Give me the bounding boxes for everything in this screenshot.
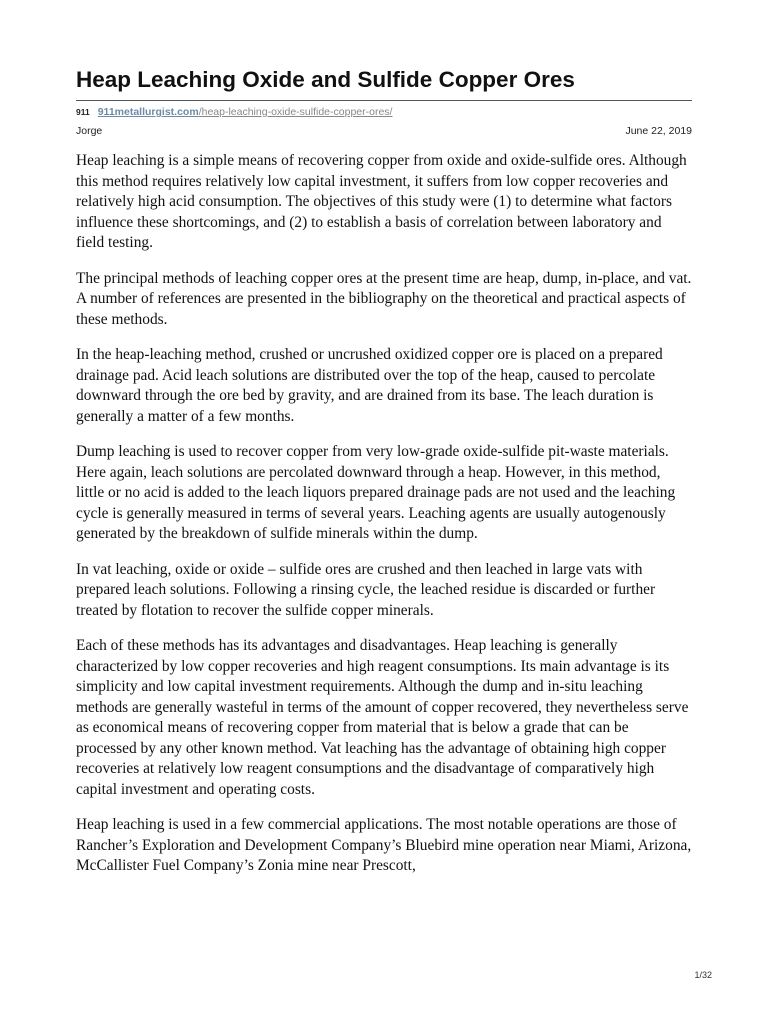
page-number: 1/32	[694, 970, 712, 980]
byline	[76, 125, 692, 137]
source-line	[76, 106, 692, 118]
source-link-path[interactable]: /heap-leaching-oxide-sulfide-copper-ores/	[198, 106, 393, 118]
source-link[interactable]	[98, 106, 393, 118]
paragraph: Heap leaching is used in a few commercial applications. The most notable operations are those of Rancher’s Exploration and Development Company’s Bluebird mine operation near Miami, Arizona, McCallister Fuel Company’s Zonia mine near Prescott,	[76, 816, 692, 874]
paragraph: Each of these methods has its advantages and disadvantages. Heap leaching is generally characterized by low copper recoveries and high reagent consumptions. Its main advantage is its simplicity and low capital investment requirements. Although the dump and in-situ leaching methods are generally wasteful in terms of the amount of copper recovered, they nevertheless serve as economical means of recovering copper from material that is below a grade that can be processed by any other known method. Vat leaching has the advantage of obtaining high copper recoveries at relatively low reagent consumptions and the disadvantage of comparatively high capital investment and operating costs.	[76, 637, 689, 798]
page-title: Heap Leaching Oxide and Sulfide Copper Ores	[76, 67, 575, 92]
source-link-domain[interactable]: 911metallurgist.com	[97, 106, 199, 118]
article-body	[76, 151, 692, 877]
paragraph: In vat leaching, oxide or oxide – sulfide ores are crushed and then leached in large vats with prepared leach solutions. Following a rinsing cycle, the leached residue is discarded or further treated by flotation to recover the sulfide copper minerals.	[76, 560, 656, 619]
site-logo-icon: 911	[76, 107, 90, 117]
author: Jorge	[76, 125, 103, 137]
title-divider	[76, 100, 692, 101]
paragraph: The principal methods of leaching copper ores at the present time are heap, dump, in-place, and vat. A number of references are presented in the bibliography on the theoretical and practical aspects of these methods.	[76, 269, 692, 328]
paragraph: Heap leaching is a simple means of recovering copper from oxide and oxide-sulfide ores. Although this method requires relatively low capital investment, it suffers from low copper recoveries and relatively high acid consumption. The objectives of this study were (1) to determine what factors influence these shortcomings, and (2) to establish a basis of correlation between laboratory and field testing.	[76, 152, 687, 251]
paragraph: In the heap-leaching method, crushed or uncrushed oxidized copper ore is placed on a prepared drainage pad. Acid leach solutions are distributed over the top of the heap, caused to percolate downward through the ore bed by gravity, and are drained from its base. The leach duration is generally a matter of a few months.	[76, 346, 663, 425]
paragraph: Dump leaching is used to recover copper from very low-grade oxide-sulfide pit-waste materials. Here again, leach solutions are percolated downward through a heap. However, in this method, little or no acid is added to the leach liquors prepared drainage pads are not used and the leaching cycle is generally measured in terms of several years. Leaching agents are usually autogenously generated by the breakdown of sulfide minerals within the dump.	[76, 443, 676, 542]
publish-date: June 22, 2019	[625, 125, 692, 137]
